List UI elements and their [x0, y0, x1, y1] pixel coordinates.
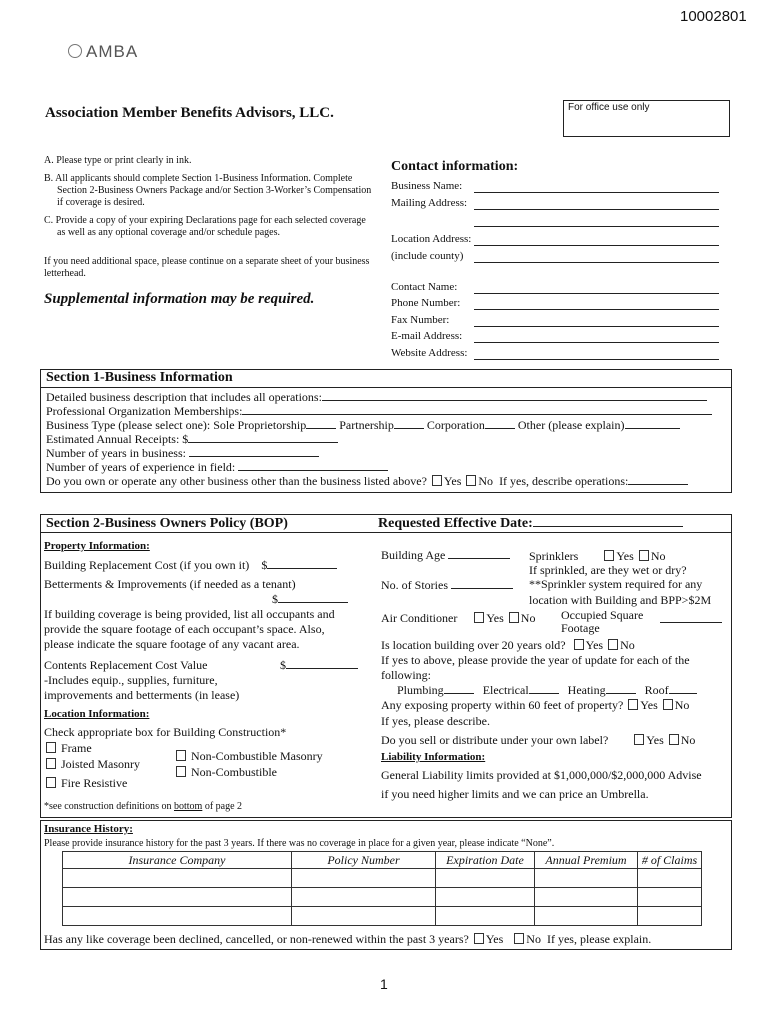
betterments-field[interactable]	[278, 601, 348, 603]
table-row	[63, 869, 702, 888]
air-conditioner-label: Air Conditioner	[381, 611, 458, 625]
over-20-label: Is location building over 20 years old?	[381, 638, 566, 652]
describe-field[interactable]	[628, 483, 688, 485]
building-cost-row	[44, 558, 337, 573]
stories-field[interactable]	[451, 587, 513, 589]
fire-resistive-checkbox[interactable]	[46, 777, 56, 788]
betterments-row	[272, 592, 348, 607]
plumbing-label: Plumbing	[397, 683, 444, 697]
over-20-row	[381, 638, 635, 653]
ac-no-checkbox[interactable]	[509, 612, 519, 623]
county-field[interactable]	[474, 262, 719, 263]
sprinkled-question: If sprinkled, are they wet or dry?	[529, 563, 687, 577]
declined-no-label: No	[526, 932, 541, 946]
stories-label: No. of Stories	[381, 578, 448, 592]
ac-yes-label: Yes	[486, 611, 504, 625]
declined-row	[44, 932, 651, 947]
col-expiration-date: Expiration Date	[436, 852, 535, 869]
over-20-no-checkbox[interactable]	[608, 639, 618, 650]
exposing-row	[381, 698, 689, 713]
construction-definitions-note	[44, 801, 242, 812]
declined-yes-label: Yes	[485, 932, 504, 946]
phone-field[interactable]	[474, 309, 719, 310]
mailing-address-field[interactable]	[474, 209, 719, 210]
over-20-no-label: No	[620, 638, 635, 652]
building-cost-dollar: $	[261, 558, 268, 572]
memberships-label	[46, 404, 712, 419]
roof-label: Roof	[644, 683, 669, 697]
declined-label: Has any like coverage been declined, cancelled, or non-renewed within the past 3 years?	[44, 932, 469, 946]
betterments-label: Betterments & Improvements (if needed as a tenant)	[44, 577, 296, 591]
no-label: No	[478, 474, 494, 488]
table-cell[interactable]	[63, 869, 292, 888]
sprinkler-requirement-2: location with Building and BPP>$2M	[529, 593, 712, 607]
table-cell[interactable]	[292, 888, 436, 907]
memberships-text: Professional Organization Memberships:	[46, 404, 243, 418]
form-number: 10002801	[680, 8, 747, 25]
other-field[interactable]	[625, 427, 680, 429]
frame-option	[44, 741, 92, 756]
heating-label: Heating	[567, 683, 606, 697]
instruction-c1: C. Provide a copy of your expiring Declarations page for each selected coverage	[44, 215, 366, 226]
contact-name-label: Contact Name:	[391, 281, 458, 293]
ac-no-label: No	[520, 611, 536, 625]
exposing-yes-label: Yes	[640, 698, 658, 712]
sprinklers-yes-label: Yes	[616, 549, 634, 563]
location-info-heading: Location Information:	[44, 708, 150, 720]
section1-title: Section 1-Business Information	[46, 370, 233, 385]
noncombustible-masonry-checkbox[interactable]	[176, 750, 186, 761]
contents-row	[280, 658, 358, 673]
exposing-no-label: No	[674, 698, 690, 712]
gl-line1: General Liability limits provided at $1,000,000/$2,000,000 Advise	[381, 768, 702, 782]
page-number: 1	[380, 976, 388, 992]
construction-instruction: Check appropriate box for Building Construction*	[44, 725, 287, 739]
electrical-field[interactable]	[529, 692, 559, 694]
describe-label: If yes, describe operations:	[499, 474, 629, 488]
sprinklers-no-checkbox[interactable]	[639, 550, 649, 561]
table-cell[interactable]	[292, 869, 436, 888]
air-conditioner-row	[381, 611, 535, 626]
col-annual-premium: Annual Premium	[535, 852, 638, 869]
mailing-address-field-2[interactable]	[474, 226, 719, 227]
own-label-label: Do you sell or distribute under your own label?	[381, 733, 609, 747]
table-cell[interactable]	[535, 907, 638, 926]
section2-title-rule	[40, 532, 732, 533]
table-cell[interactable]	[292, 907, 436, 926]
other-business-yes-checkbox[interactable]	[432, 475, 442, 486]
year-update-line1: If yes to above, please provide the year of update for each of the	[381, 653, 690, 667]
email-label: E-mail Address:	[391, 330, 463, 342]
table-cell[interactable]	[63, 888, 292, 907]
occupied-footage-label: Footage	[561, 621, 600, 635]
ac-yes-checkbox[interactable]	[474, 612, 484, 623]
includes-line2: improvements and betterments (in lease)	[44, 688, 240, 702]
liability-info-heading: Liability Information:	[381, 751, 486, 763]
instruction-extra1: If you need additional space, please continue on a separate sheet of your business	[44, 256, 370, 267]
exposing-no-checkbox[interactable]	[663, 699, 673, 710]
company-name: Association Member Benefits Advisors, LLC.	[45, 105, 334, 121]
fax-label: Fax Number:	[391, 314, 450, 326]
exposing-label: Any exposing property within 60 feet of property?	[381, 698, 624, 712]
table-header-row	[63, 852, 702, 869]
years-experience-field[interactable]	[238, 469, 388, 471]
own-label-no-label: No	[680, 733, 696, 747]
sole-prop-field[interactable]	[306, 427, 336, 429]
table-row	[63, 888, 702, 907]
instruction-b3: if coverage is desired.	[57, 197, 145, 208]
noncombustible-masonry-option	[174, 749, 323, 764]
include-county-label: (include county)	[391, 250, 464, 262]
occupants-line1: If building coverage is being provided, list all occupants and	[44, 607, 335, 621]
years-business-label: Number of years in business:	[46, 446, 186, 460]
table-cell[interactable]	[436, 888, 535, 907]
noncombustible-checkbox[interactable]	[176, 766, 186, 777]
stories-row	[381, 578, 513, 593]
electrical-label: Electrical	[482, 683, 529, 697]
instruction-b1: B. All applicants should complete Section 1-Business Information. Complete	[44, 173, 353, 184]
betterments-dollar: $	[272, 592, 278, 606]
table-cell[interactable]	[535, 888, 638, 907]
exposing-yes-checkbox[interactable]	[628, 699, 638, 710]
website-label: Website Address:	[391, 347, 468, 359]
table-cell[interactable]	[63, 907, 292, 926]
heating-field[interactable]	[606, 692, 636, 694]
insurance-history-table	[62, 851, 702, 926]
business-name-label: Business Name:	[391, 180, 463, 192]
includes-line1: -Includes equip., supplies, furniture,	[44, 673, 218, 687]
years-experience-label: Number of years of experience in field:	[46, 460, 236, 474]
instruction-c2: as well as any optional coverage and/or schedule pages.	[57, 227, 280, 238]
receipts-label: Estimated Annual Receipts: $	[46, 432, 189, 446]
exposing-describe: If yes, please describe.	[381, 714, 490, 728]
own-label-row	[381, 733, 695, 748]
effective-date-row	[378, 516, 683, 532]
fire-resistive-label: Fire Resistive	[61, 776, 128, 790]
effective-date-field[interactable]	[533, 525, 683, 527]
logo-text: AMBA	[86, 42, 139, 61]
table-cell[interactable]	[638, 869, 702, 888]
occupants-line2: provide the square footage of each occupant’s space. Also,	[44, 622, 325, 636]
own-label-yes-label: Yes	[646, 733, 664, 747]
building-age-row	[381, 548, 510, 563]
joisted-checkbox[interactable]	[46, 758, 56, 769]
office-use-box	[563, 100, 730, 137]
plumbing-field[interactable]	[444, 692, 474, 694]
sprinklers-row	[529, 549, 665, 564]
contents-dollar: $	[280, 658, 286, 672]
definitions-note-underlined: bottom	[173, 801, 203, 812]
insurance-history-heading: Insurance History:	[44, 823, 133, 835]
yes-label: Yes	[443, 474, 462, 488]
contents-field[interactable]	[286, 667, 358, 669]
own-label-yes-checkbox[interactable]	[634, 734, 644, 745]
instruction-a: A. Please type or print clearly in ink.	[44, 155, 192, 166]
contact-name-field[interactable]	[474, 293, 719, 294]
declined-explain-label: If yes, please explain.	[546, 932, 652, 946]
year-update-line2: following:	[381, 668, 431, 682]
insurance-history-instruction: Please provide insurance history for the past 3 years. If there was no coverage in place for a given year, please indicate “None”.	[44, 838, 555, 849]
logo-mark-icon	[68, 44, 82, 58]
years-experience-row	[46, 460, 388, 475]
instruction-extra2: letterhead.	[44, 268, 86, 279]
business-description-text: Detailed business description that includes all operations:	[46, 390, 322, 404]
sprinkler-requirement-1: **Sprinkler system required for any	[529, 577, 703, 591]
occupied-sq-ft-field[interactable]	[660, 621, 722, 623]
memberships-field[interactable]	[242, 413, 712, 415]
amba-logo	[68, 42, 138, 62]
supplemental-note: Supplemental information may be required.	[44, 291, 315, 307]
effective-date-label: Requested Effective Date:	[378, 516, 533, 531]
update-years-row	[397, 683, 697, 698]
partnership-field[interactable]	[394, 427, 424, 429]
corporation-field[interactable]	[485, 427, 515, 429]
location-address-field[interactable]	[474, 245, 719, 246]
joisted-option	[44, 757, 140, 772]
location-address-label: Location Address:	[391, 233, 472, 245]
instruction-b2: Section 2-Business Owners Package and/or Section 3-Worker’s Compensation	[57, 185, 372, 196]
table-cell[interactable]	[535, 869, 638, 888]
partnership-label: Partnership	[339, 418, 394, 432]
gl-line2: if you need higher limits and we can price an Umbrella.	[381, 787, 649, 801]
sprinklers-yes-checkbox[interactable]	[604, 550, 614, 561]
table-cell[interactable]	[638, 907, 702, 926]
roof-field[interactable]	[669, 692, 697, 694]
occupants-line3: please indicate the square footage of any vacant area.	[44, 637, 300, 651]
sprinklers-label: Sprinklers	[529, 549, 579, 563]
property-info-heading: Property Information:	[44, 540, 150, 552]
joisted-label: Joisted Masonry	[61, 757, 140, 771]
receipts-field[interactable]	[188, 441, 338, 443]
col-insurance-company: Insurance Company	[63, 852, 292, 869]
fire-resistive-option	[44, 776, 127, 791]
phone-label: Phone Number:	[391, 297, 461, 309]
fax-field[interactable]	[474, 326, 719, 327]
col-claims: # of Claims	[638, 852, 702, 869]
contents-label: Contents Replacement Cost Value	[44, 658, 208, 672]
declined-yes-checkbox[interactable]	[474, 933, 484, 944]
building-age-field[interactable]	[448, 557, 510, 559]
business-type-row	[46, 418, 680, 433]
table-cell[interactable]	[436, 907, 535, 926]
noncombustible-option	[174, 765, 277, 780]
receipts-row	[46, 432, 338, 447]
business-type-text: Business Type (please select one): Sole Proprietorship	[46, 418, 307, 432]
occupied-sq-ft-label: Occupied Square	[561, 608, 644, 622]
definitions-note-post: of page 2	[202, 801, 243, 812]
business-description-field[interactable]	[322, 399, 707, 401]
business-name-field[interactable]	[474, 192, 719, 193]
other-label: Other (please explain)	[517, 418, 625, 432]
table-cell[interactable]	[638, 888, 702, 907]
section2-title: Section 2-Business Owners Policy (BOP)	[46, 516, 288, 531]
noncombustible-masonry-label: Non-Combustible Masonry	[191, 749, 323, 763]
own-label-no-checkbox[interactable]	[669, 734, 679, 745]
other-business-label: Do you own or operate any other business other than the business listed above?	[46, 474, 427, 488]
declined-no-checkbox[interactable]	[514, 933, 524, 944]
other-business-no-checkbox[interactable]	[466, 475, 476, 486]
noncombustible-label: Non-Combustible	[191, 765, 277, 779]
email-field[interactable]	[474, 342, 719, 343]
building-cost-field[interactable]	[267, 567, 337, 569]
sprinklers-no-label: No	[650, 549, 666, 563]
building-cost-label: Building Replacement Cost (if you own it)	[44, 558, 250, 572]
mailing-address-label: Mailing Address:	[391, 197, 468, 209]
years-business-field[interactable]	[189, 455, 319, 457]
frame-label: Frame	[61, 741, 92, 755]
over-20-yes-checkbox[interactable]	[574, 639, 584, 650]
table-row	[63, 907, 702, 926]
definitions-note-pre: *see construction definitions on	[44, 801, 174, 812]
business-description-label	[46, 390, 707, 405]
table-cell[interactable]	[436, 869, 535, 888]
website-field[interactable]	[474, 359, 719, 360]
over-20-yes-label: Yes	[585, 638, 604, 652]
contact-title: Contact information:	[391, 159, 519, 174]
years-business-row	[46, 446, 319, 461]
frame-checkbox[interactable]	[46, 742, 56, 753]
office-use-label: For office use only	[568, 102, 650, 113]
section1-title-rule	[40, 387, 732, 388]
col-policy-number: Policy Number	[292, 852, 436, 869]
building-age-label: Building Age	[381, 548, 446, 562]
corporation-label: Corporation	[426, 418, 485, 432]
other-business-row	[46, 474, 688, 489]
